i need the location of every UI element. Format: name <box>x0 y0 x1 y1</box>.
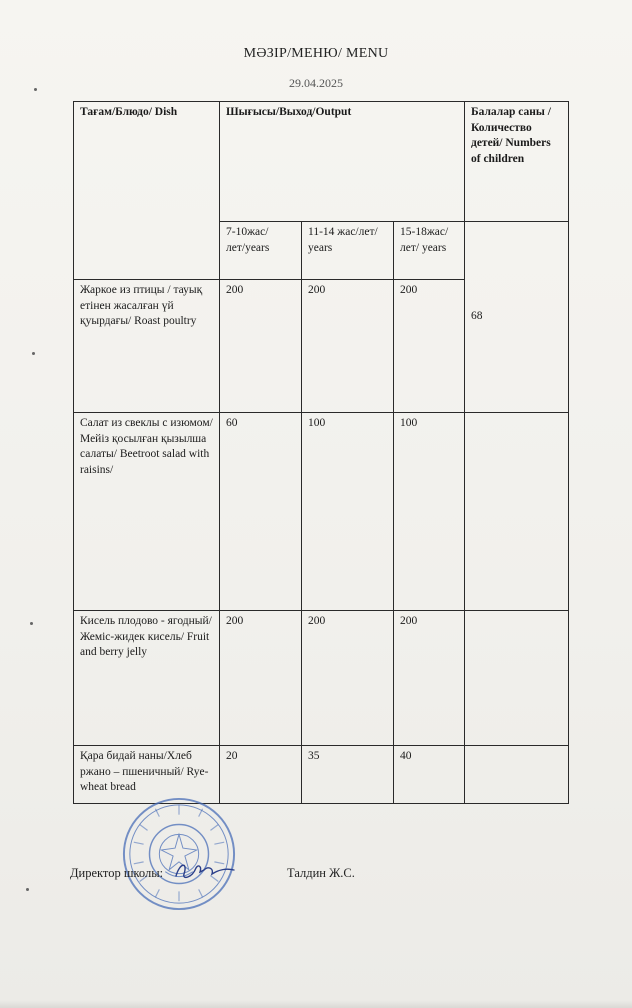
dish-column-header: Тағам/Блюдо/ Dish <box>74 102 220 280</box>
handwritten-signature <box>168 858 238 884</box>
scan-speck <box>26 888 29 891</box>
age-group-header: 15-18жас/лет/ years <box>394 222 465 280</box>
dish-name: Қара бидай наны/Хлеб ржано – пшеничный/ Rye-wheat bread <box>74 746 220 804</box>
output-value: 200 <box>394 280 465 413</box>
table-row <box>74 413 569 611</box>
dish-name: Кисель плодово - ягодный/ Жеміс-жидек кисель/ Fruit and berry jelly <box>74 611 220 746</box>
scan-speck <box>30 622 33 625</box>
menu-table <box>73 101 569 804</box>
output-value: 20 <box>220 746 302 804</box>
output-value: 200 <box>302 280 394 413</box>
age-group-header: 7-10жас/лет/years <box>220 222 302 280</box>
page-edge <box>0 1000 632 1008</box>
director-label: Директор школы: <box>70 866 164 880</box>
children-count-cell <box>465 222 569 413</box>
output-value: 40 <box>394 746 465 804</box>
output-value: 200 <box>220 611 302 746</box>
output-value: 100 <box>394 413 465 611</box>
empty-cell <box>465 413 569 611</box>
scan-speck <box>32 352 35 355</box>
output-value: 60 <box>220 413 302 611</box>
dish-name: Салат из свеклы с изюмом/ Мейіз қосылған қызылша салаты/ Beetroot salad with raisins/ <box>74 413 220 611</box>
empty-cell <box>465 611 569 746</box>
output-column-header: Шығысы/Выход/Output <box>220 102 465 222</box>
director-name: Талдин Ж.С. <box>287 866 355 880</box>
document-title: МӘЗІР/МЕНЮ/ MENU <box>243 46 389 61</box>
table-header-row <box>74 102 569 222</box>
output-value: 200 <box>394 611 465 746</box>
official-seal-icon <box>120 795 238 913</box>
scan-speck <box>34 88 37 91</box>
dish-name: Жаркое из птицы / тауық етінен жасалған үй қуырдағы/ Roast poultry <box>74 280 220 413</box>
document-date: 29.04.2025 <box>289 76 343 90</box>
children-column-header: Балалар саны /Количество детей/ Numbers of children <box>465 102 569 222</box>
empty-cell <box>465 746 569 804</box>
output-value: 35 <box>302 746 394 804</box>
children-count: 68 <box>471 310 483 323</box>
table-row <box>74 611 569 746</box>
output-value: 200 <box>302 611 394 746</box>
output-value: 200 <box>220 280 302 413</box>
output-value: 100 <box>302 413 394 611</box>
age-group-header: 11-14 жас/лет/ years <box>302 222 394 280</box>
